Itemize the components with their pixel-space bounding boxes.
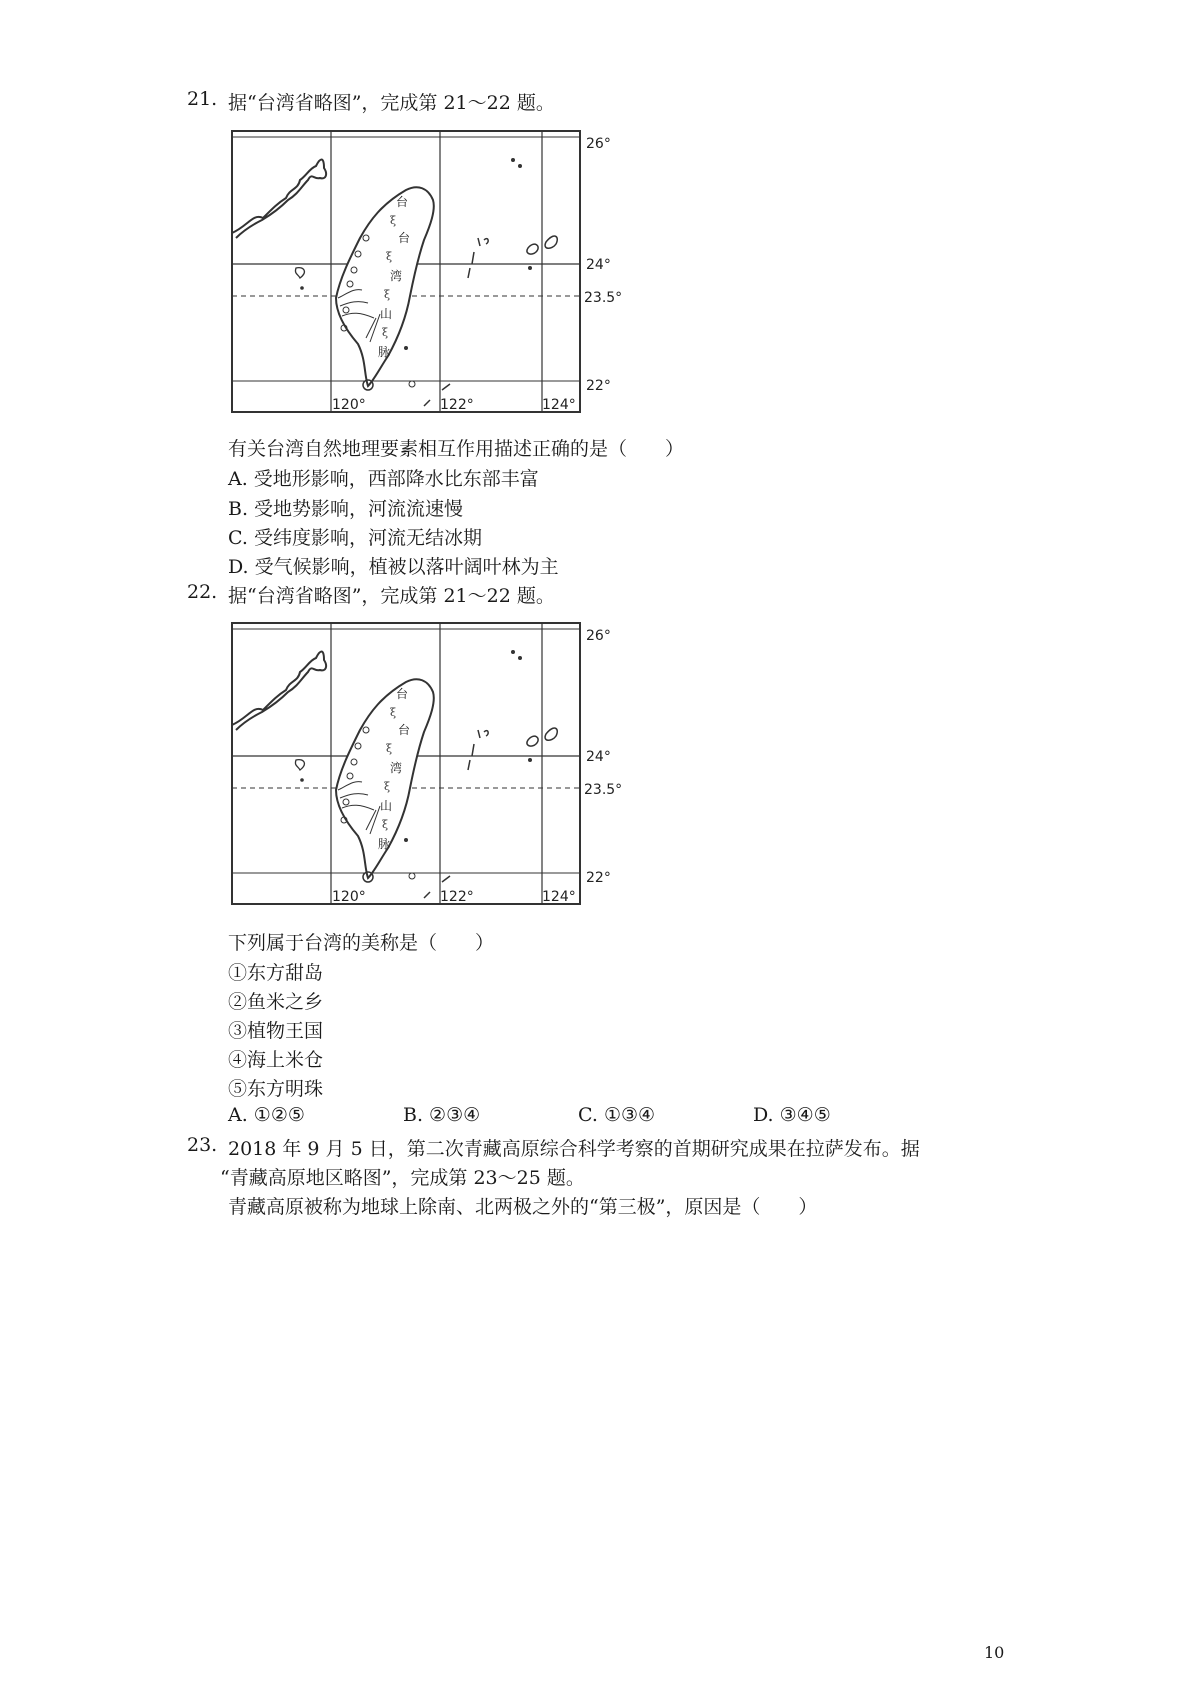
question-22-option-b: B. ②③④ <box>403 1104 481 1126</box>
question-22-option-d: D. ③④⑤ <box>753 1104 831 1126</box>
svg-text:ξ: ξ <box>390 706 397 719</box>
question-22-item-5: ⑤东方明珠 <box>228 1078 324 1100</box>
map-label-shan: 山 <box>380 307 393 321</box>
question-22-option-c: C. ①③④ <box>578 1104 656 1126</box>
map-label-wan: 湾 <box>390 269 403 283</box>
question-21-number: 21. <box>187 88 218 110</box>
map-label-bei: 台 <box>398 231 411 245</box>
question-22-item-4: ④海上米仓 <box>228 1049 324 1071</box>
lon-label-124: 124° <box>542 397 576 413</box>
map-label-mai: 脉 <box>378 837 391 851</box>
svg-text:ξ: ξ <box>384 780 391 793</box>
map-label-bei: 台 <box>398 723 411 737</box>
taiwan-map-2 <box>228 620 628 910</box>
taiwan-map-1 <box>228 128 628 418</box>
question-23-number: 23. <box>187 1134 218 1156</box>
question-22-stem: 下列属于台湾的美称是（ ） <box>228 932 495 954</box>
lon-label-120: 120° <box>332 397 366 413</box>
map-label-tai: 台 <box>396 687 409 701</box>
svg-text:ξ: ξ <box>382 326 389 339</box>
question-21-option-b: B. 受地势影响，河流流速慢 <box>228 498 464 520</box>
lon-label-122: 122° <box>440 889 474 905</box>
svg-text:ξ: ξ <box>382 818 389 831</box>
svg-text:ξ: ξ <box>390 214 397 227</box>
question-22-option-a: A. ①②⑤ <box>228 1104 305 1126</box>
question-21-option-a: A. 受地形影响，西部降水比东部丰富 <box>228 468 539 490</box>
question-22-item-2: ②鱼米之乡 <box>228 991 324 1013</box>
page-number: 10 <box>984 1643 1005 1662</box>
question-21-option-d: D. 受气候影响，植被以落叶阔叶林为主 <box>228 556 559 578</box>
lon-label-124: 124° <box>542 889 576 905</box>
svg-text:ξ: ξ <box>386 250 393 263</box>
svg-text:ξ: ξ <box>384 288 391 301</box>
question-22-intro: 据“台湾省略图”，完成第 21～22 题。 <box>228 585 555 607</box>
map-label-tai: 台 <box>396 195 409 209</box>
lat-label-22: 22° <box>586 378 611 394</box>
svg-text:ξ: ξ <box>386 742 393 755</box>
lat-label-22: 22° <box>586 870 611 886</box>
map-label-mai: 脉 <box>378 345 391 359</box>
lat-label-23-5: 23.5° <box>584 290 623 306</box>
question-22-number: 22. <box>187 581 218 603</box>
map-label-shan: 山 <box>380 799 393 813</box>
lon-label-122: 122° <box>440 397 474 413</box>
question-21-intro: 据“台湾省略图”，完成第 21～22 题。 <box>228 92 555 114</box>
question-22-item-3: ③植物王国 <box>228 1020 324 1042</box>
question-23-line-2: “青藏高原地区略图”，完成第 23～25 题。 <box>220 1167 585 1189</box>
lat-label-24: 24° <box>586 749 611 765</box>
question-22-item-1: ①东方甜岛 <box>228 962 324 984</box>
lat-label-23-5: 23.5° <box>584 782 623 798</box>
lat-label-26: 26° <box>586 136 611 152</box>
question-21-option-c: C. 受纬度影响，河流无结冰期 <box>228 527 482 549</box>
question-23-stem: 青藏高原被称为地球上除南、北两极之外的“第三极”，原因是（ ） <box>228 1196 818 1218</box>
question-23-line-1: 2018 年 9 月 5 日，第二次青藏高原综合科学考察的首期研究成果在拉萨发布。据 <box>228 1138 920 1160</box>
question-21-stem: 有关台湾自然地理要素相互作用描述正确的是（ ） <box>228 438 685 460</box>
lat-label-24: 24° <box>586 257 611 273</box>
lat-label-26: 26° <box>586 628 611 644</box>
taiwan-map-svg <box>228 128 628 418</box>
taiwan-map-svg <box>228 620 628 910</box>
lon-label-120: 120° <box>332 889 366 905</box>
map-label-wan: 湾 <box>390 761 403 775</box>
